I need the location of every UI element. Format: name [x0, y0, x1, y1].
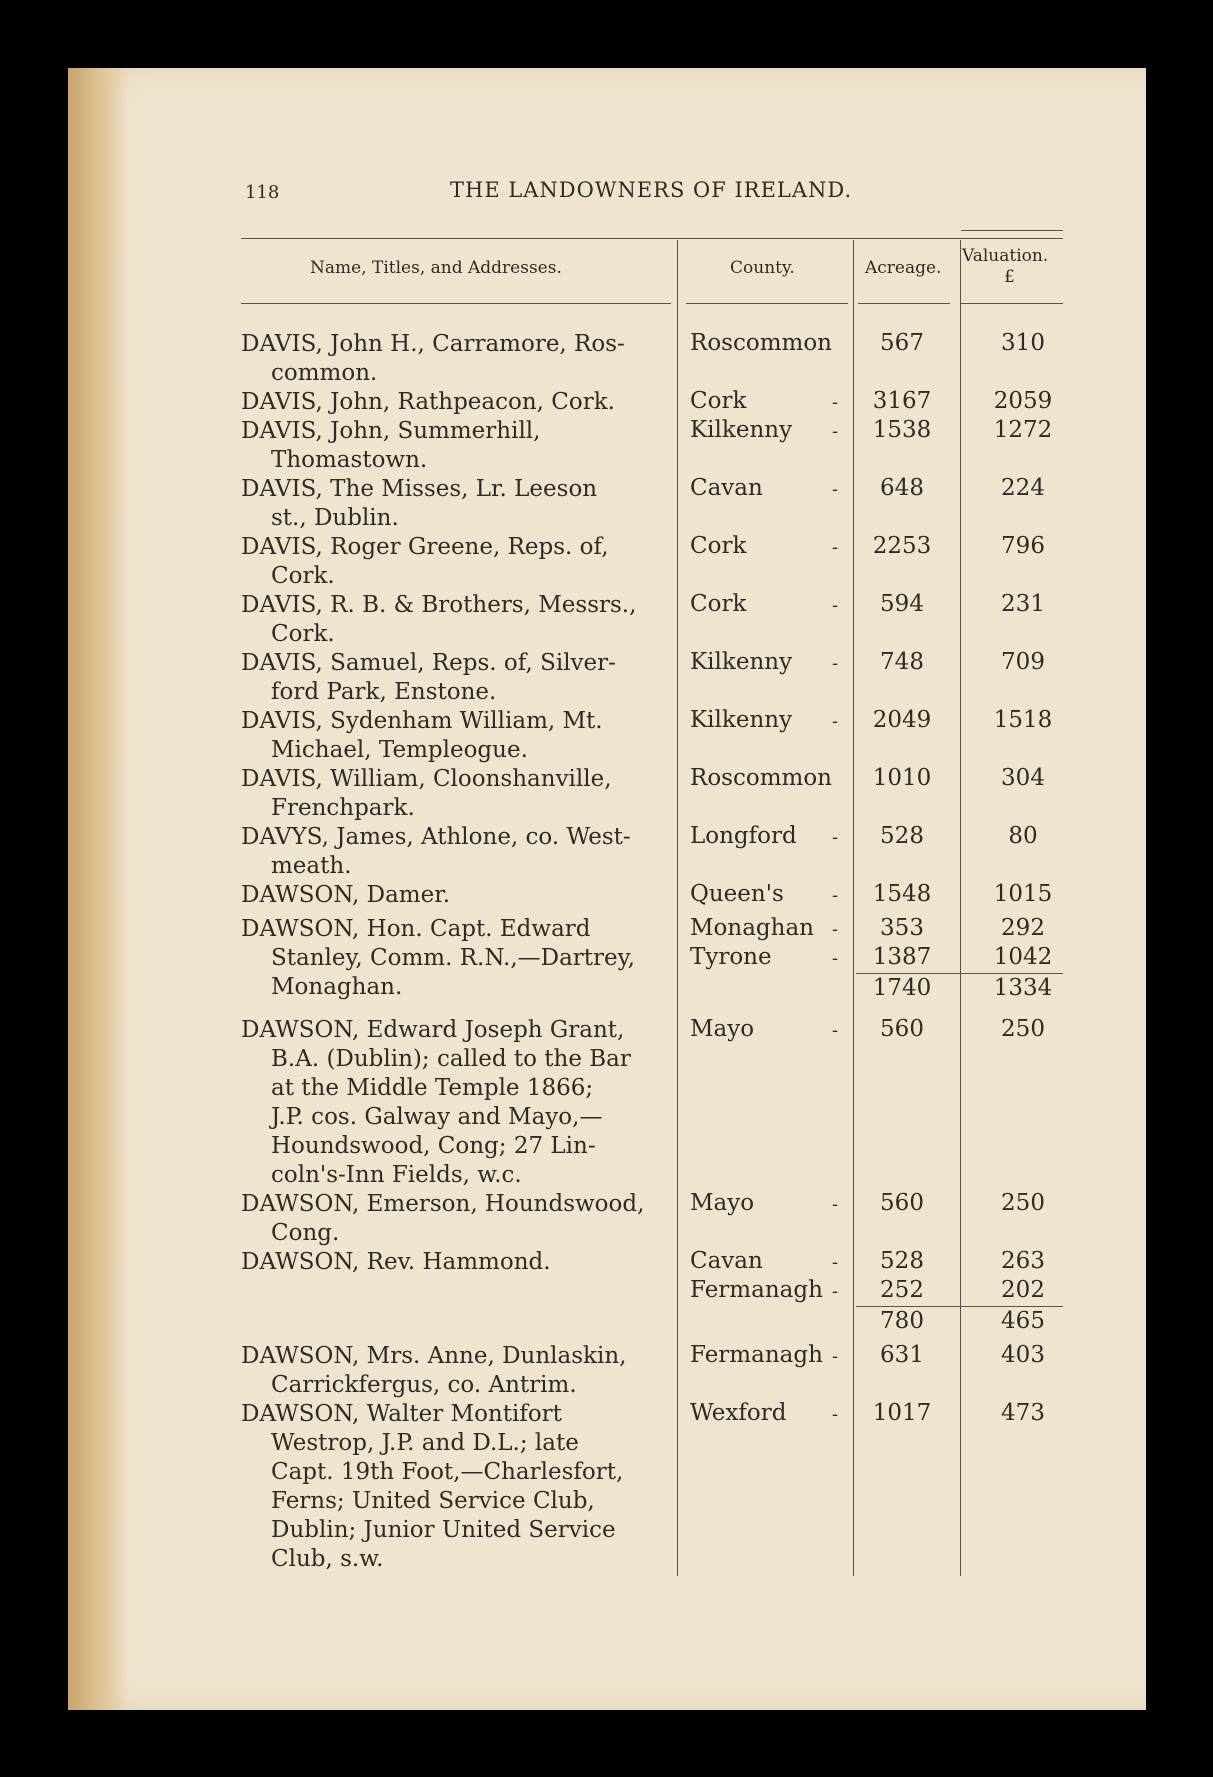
column-header-acreage: Acreage.	[865, 258, 942, 278]
valuation-cell: 250	[1001, 1016, 1045, 1042]
name-line: DAWSON, Edward Joseph Grant,	[241, 1017, 625, 1043]
name-line: DAWSON, Rev. Hammond.	[241, 1249, 551, 1275]
name-line: J.P. cos. Galway and Mayo,—	[271, 1104, 603, 1130]
name-line: Dublin; Junior United Service	[271, 1517, 616, 1543]
valuation-cell: 250	[1001, 1190, 1045, 1216]
name-line: st., Dublin.	[271, 505, 399, 531]
county-cell: Tyrone	[690, 944, 772, 970]
valuation-cell: 80	[1008, 823, 1038, 849]
leader-dash: -	[832, 421, 839, 442]
name-line: Carrickfergus, co. Antrim.	[271, 1372, 577, 1398]
county-cell: Queen's	[690, 881, 784, 907]
column-header-county: County.	[730, 258, 795, 278]
valuation-cell: 231	[1001, 591, 1045, 617]
leader-dash: -	[832, 711, 839, 732]
acreage-cell: 567	[880, 330, 924, 356]
column-header-valuation-unit: £	[1004, 267, 1015, 287]
table-row	[241, 1190, 665, 1248]
name-line: Houndswood, Cong; 27 Lin-	[271, 1133, 596, 1159]
acreage-cell: 2049	[872, 707, 932, 733]
name-line: Cork.	[271, 621, 335, 647]
leader-dash: -	[832, 1281, 839, 1302]
county-cell: Monaghan	[690, 915, 814, 941]
leader-dash: -	[832, 595, 839, 616]
county-cell: Mayo	[690, 1190, 755, 1216]
table-row	[241, 388, 665, 417]
column-header-valuation: Valuation.	[962, 246, 1049, 266]
table-row	[241, 707, 665, 765]
table-row	[241, 417, 665, 475]
county-cell: Mayo	[690, 1016, 755, 1042]
county-cell: Cavan	[690, 1248, 763, 1274]
county-cell: Cork	[690, 533, 747, 559]
valuation-cell: 473	[1001, 1400, 1045, 1426]
name-line: meath.	[271, 853, 352, 879]
county-cell: Cork	[690, 388, 747, 414]
acreage-cell: 1017	[872, 1400, 932, 1426]
name-line: B.A. (Dublin); called to the Bar	[271, 1046, 631, 1072]
table-row	[241, 881, 665, 910]
total-acreage-cell: 780	[880, 1308, 924, 1334]
leader-dash: -	[832, 948, 839, 969]
acreage-cell: 748	[880, 649, 924, 675]
name-line: Michael, Templeogue.	[271, 737, 528, 763]
leader-dash: -	[832, 919, 839, 940]
valuation-cell: 202	[1001, 1277, 1045, 1303]
valuation-cell: 2059	[993, 388, 1053, 414]
name-line: common.	[271, 360, 378, 386]
name-line: DAVYS, James, Athlone, co. West-	[241, 824, 631, 850]
valuation-cell: 796	[1001, 533, 1045, 559]
acreage-cell: 648	[880, 475, 924, 501]
name-line: DAWSON, Hon. Capt. Edward	[241, 916, 591, 942]
valuation-cell: 709	[1001, 649, 1045, 675]
county-cell: Longford	[690, 823, 797, 849]
table-row	[241, 1248, 665, 1277]
acreage-cell: 594	[880, 591, 924, 617]
page-number: 118	[245, 182, 280, 203]
table-row	[241, 823, 665, 881]
table-row	[241, 915, 665, 1002]
name-line: ford Park, Enstone.	[271, 679, 497, 705]
valuation-cell: 1042	[993, 944, 1053, 970]
name-line: DAVIS, The Misses, Lr. Leeson	[241, 476, 598, 502]
county-cell: Fermanagh	[690, 1277, 823, 1303]
name-line: DAVIS, John, Rathpeacon, Cork.	[241, 389, 615, 415]
table-row	[241, 475, 665, 533]
name-line: DAWSON, Walter Montifort	[241, 1401, 562, 1427]
name-line: DAWSON, Damer.	[241, 882, 450, 908]
name-line: DAWSON, Mrs. Anne, Dunlaskin,	[241, 1343, 627, 1369]
column-rule-3	[960, 240, 961, 1576]
name-line: DAVIS, Samuel, Reps. of, Silver-	[241, 650, 616, 676]
name-line: Monaghan.	[271, 974, 403, 1000]
name-line: Ferns; United Service Club,	[271, 1488, 595, 1514]
header-bottom-rule-valuation	[961, 303, 1063, 304]
valuation-top-rule	[961, 230, 1063, 231]
acreage-cell: 560	[880, 1016, 924, 1042]
acreage-cell: 528	[880, 1248, 924, 1274]
leader-dash: -	[832, 392, 839, 413]
leader-dash: -	[832, 827, 839, 848]
name-line: Capt. 19th Foot,—Charlesfort,	[271, 1459, 624, 1485]
header-bottom-rule-county	[686, 303, 848, 304]
name-line: DAVIS, Roger Greene, Reps. of,	[241, 534, 609, 560]
county-cell: Kilkenny	[690, 417, 793, 443]
name-line: Westrop, J.P. and D.L.; late	[271, 1430, 579, 1456]
name-line: coln's-Inn Fields, w.c.	[271, 1162, 522, 1188]
acreage-cell: 1387	[872, 944, 932, 970]
name-line: Thomastown.	[271, 447, 428, 473]
county-cell: Kilkenny	[690, 649, 793, 675]
book-spine-shadow	[68, 68, 128, 1710]
name-line: at the Middle Temple 1866;	[271, 1075, 594, 1101]
valuation-cell: 263	[1001, 1248, 1045, 1274]
leader-dash: -	[832, 1346, 839, 1367]
page-title: THE LANDOWNERS OF IRELAND.	[450, 178, 853, 202]
acreage-cell: 2253	[872, 533, 932, 559]
total-acreage-cell: 1740	[872, 975, 932, 1001]
leader-dash: -	[832, 1020, 839, 1041]
county-cell: Wexford	[690, 1400, 787, 1426]
subtotal-rule	[856, 973, 1063, 974]
header-bottom-rule-acreage	[858, 303, 950, 304]
county-cell: Cavan	[690, 475, 763, 501]
valuation-cell: 403	[1001, 1342, 1045, 1368]
acreage-cell: 631	[880, 1342, 924, 1368]
valuation-cell: 1272	[993, 417, 1053, 443]
county-cell: Kilkenny	[690, 707, 793, 733]
acreage-cell: 1548	[872, 881, 932, 907]
name-line: DAVIS, Sydenham William, Mt.	[241, 708, 603, 734]
acreage-cell: 1538	[872, 417, 932, 443]
acreage-cell: 560	[880, 1190, 924, 1216]
acreage-cell: 252	[880, 1277, 924, 1303]
table-top-rule	[241, 238, 1063, 239]
leader-dash: -	[832, 885, 839, 906]
leader-dash: -	[832, 1194, 839, 1215]
name-line: DAVIS, R. B. & Brothers, Messrs.,	[241, 592, 637, 618]
table-row	[241, 330, 665, 388]
leader-dash: -	[832, 537, 839, 558]
total-valuation-cell: 1334	[993, 975, 1053, 1001]
column-rule-2	[853, 240, 854, 1576]
table-row	[241, 649, 665, 707]
valuation-cell: 1015	[993, 881, 1053, 907]
subtotal-rule	[856, 1306, 1063, 1307]
county-cell: Cork	[690, 591, 747, 617]
valuation-cell: 304	[1001, 765, 1045, 791]
name-line: DAVIS, John, Summerhill,	[241, 418, 541, 444]
leader-dash: -	[832, 1252, 839, 1273]
county-cell: Roscommon	[690, 765, 832, 791]
table-row	[241, 1342, 665, 1400]
acreage-cell: 353	[880, 915, 924, 941]
valuation-cell: 224	[1001, 475, 1045, 501]
valuation-cell: 1518	[993, 707, 1053, 733]
column-header-name: Name, Titles, and Addresses.	[310, 258, 562, 278]
name-line: Frenchpark.	[271, 795, 415, 821]
table-row	[241, 533, 665, 591]
name-line: Cork.	[271, 563, 335, 589]
name-line: Stanley, Comm. R.N.,—Dartrey,	[271, 945, 635, 971]
table-row	[241, 591, 665, 649]
valuation-cell: 292	[1001, 915, 1045, 941]
name-line: DAWSON, Emerson, Houndswood,	[241, 1191, 645, 1217]
name-line: DAVIS, William, Cloonshanville,	[241, 766, 612, 792]
acreage-cell: 3167	[872, 388, 932, 414]
name-line: Club, s.w.	[271, 1546, 384, 1572]
table-row	[241, 1400, 665, 1574]
leader-dash: -	[832, 479, 839, 500]
name-line: Cong.	[271, 1220, 340, 1246]
header-bottom-rule-name	[241, 303, 671, 304]
column-rule-1	[677, 240, 678, 1576]
valuation-cell: 310	[1001, 330, 1045, 356]
total-valuation-cell: 465	[1001, 1308, 1045, 1334]
county-cell: Fermanagh	[690, 1342, 823, 1368]
table-row	[241, 1016, 665, 1190]
leader-dash: -	[832, 653, 839, 674]
acreage-cell: 1010	[872, 765, 932, 791]
name-line: DAVIS, John H., Carramore, Ros-	[241, 331, 625, 357]
leader-dash: -	[832, 1404, 839, 1425]
table-row	[241, 765, 665, 823]
acreage-cell: 528	[880, 823, 924, 849]
county-cell: Roscommon	[690, 330, 832, 356]
